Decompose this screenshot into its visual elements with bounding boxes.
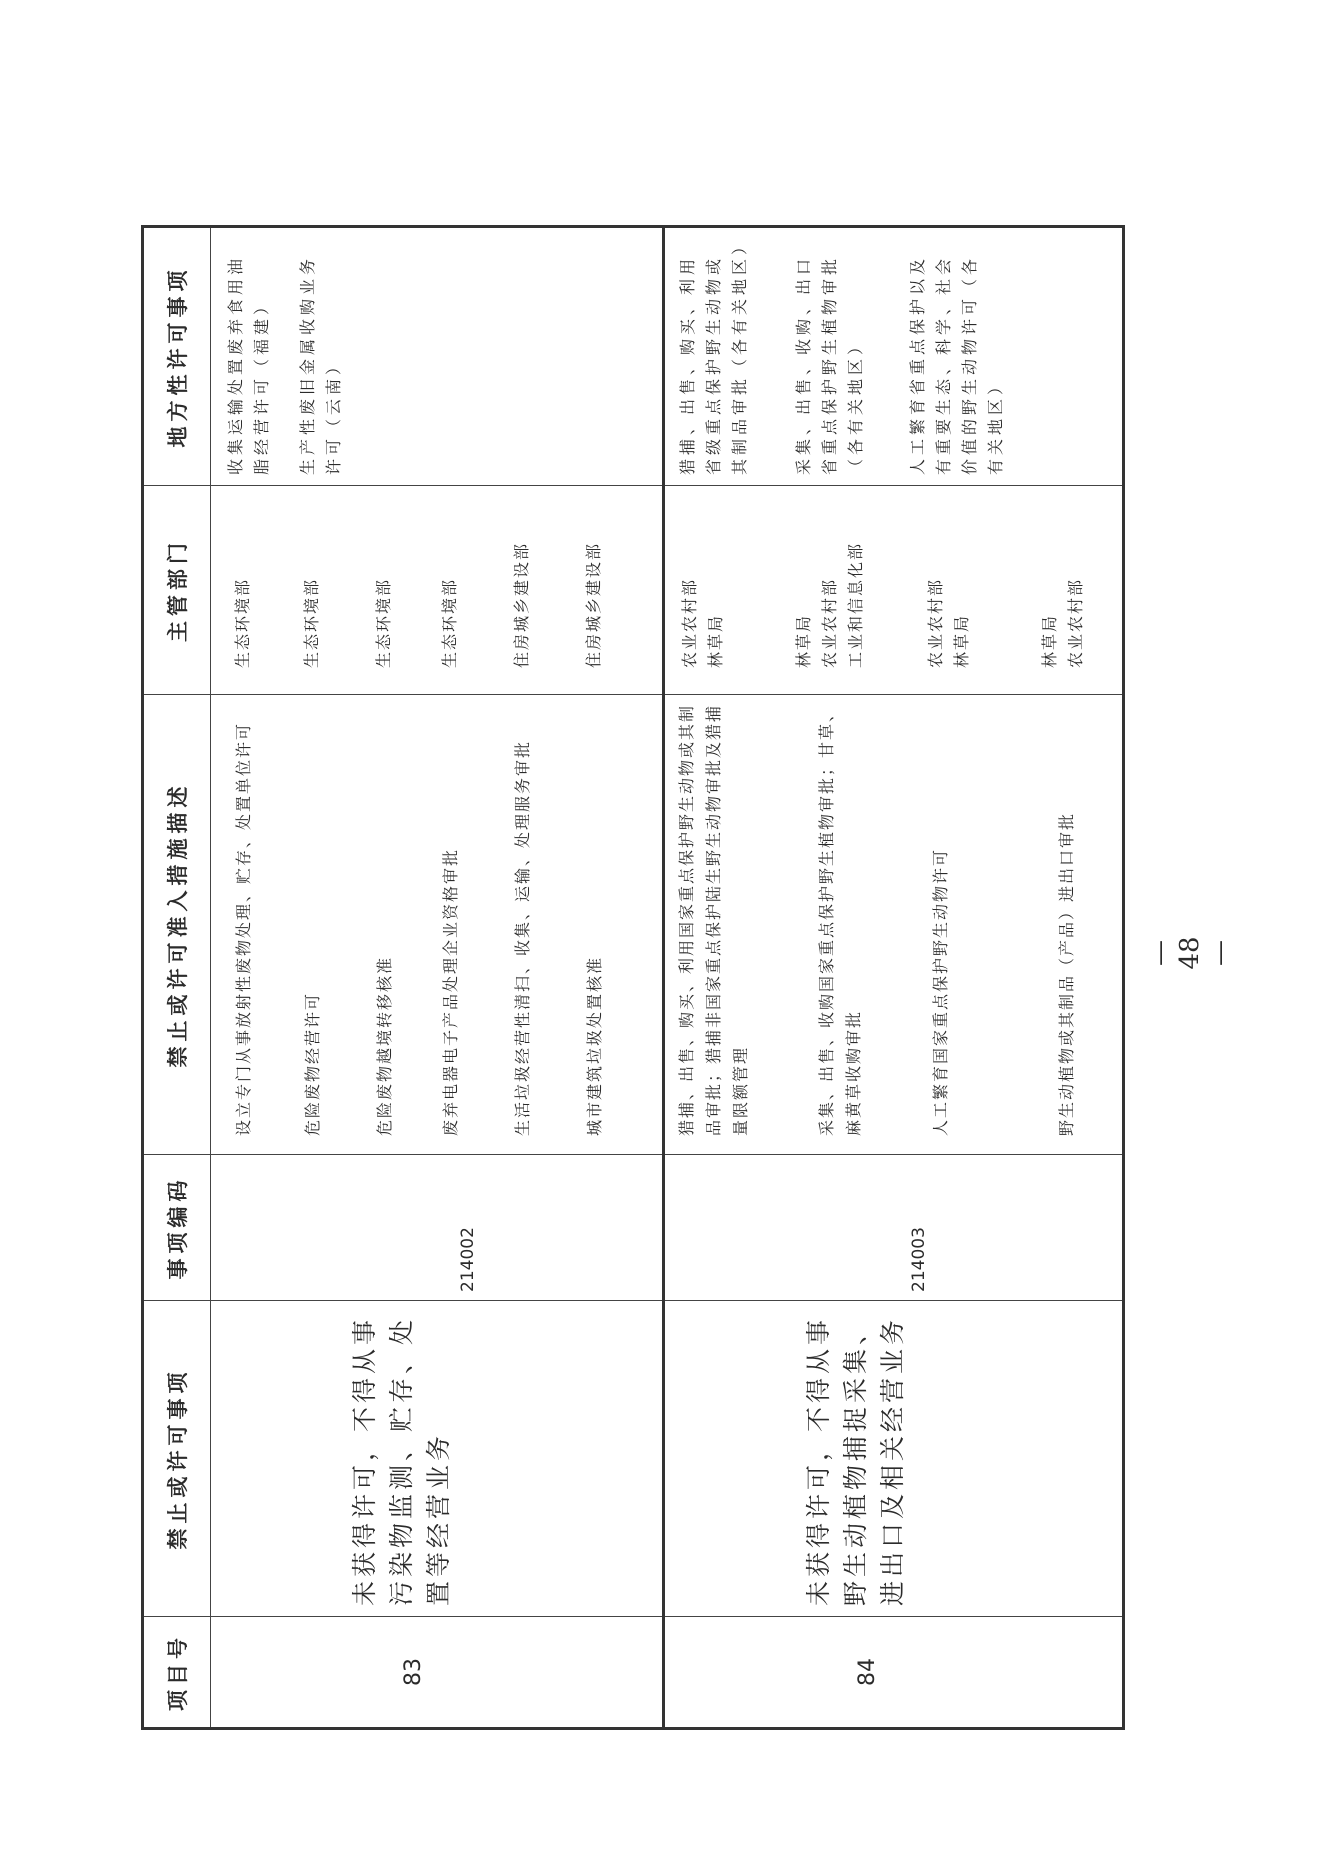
table-row bbox=[664, 227, 1124, 1729]
item-number: 83 bbox=[401, 1658, 426, 1686]
department-line: 农业农村部 林草局 bbox=[926, 577, 971, 668]
department-line: 生态环境部 bbox=[374, 577, 393, 668]
item-no-cell bbox=[664, 1617, 1124, 1729]
header-item-name: 禁止或许可事项 bbox=[143, 1301, 211, 1617]
item-code: 214003 bbox=[909, 1227, 929, 1292]
item-code-cell bbox=[211, 1155, 664, 1301]
rotated-table-container bbox=[141, 228, 1120, 1730]
local-permit-cell bbox=[211, 227, 664, 486]
header-local-permit: 地方性许可事项 bbox=[143, 227, 211, 486]
local-permit-line: 采集、出售、收购、出口省重点保护野生植物审批（各有关地区） bbox=[794, 254, 865, 475]
item-code: 214002 bbox=[458, 1227, 478, 1292]
department-line: 农业农村部 林草局 bbox=[680, 577, 725, 668]
page-number: — 48 — bbox=[1145, 936, 1235, 970]
measure-line: 人工繁育国家重点保护野生动物许可 bbox=[931, 847, 950, 1136]
local-permit-line: 猎捕、出售、购买、利用省级重点保护野生动物或其制品审批（各有关地区） bbox=[678, 234, 749, 475]
department-line: 住房城乡建设部 bbox=[584, 541, 603, 668]
department-line: 林草局 农业农村部 bbox=[1040, 577, 1085, 668]
local-permit-line: 人工繁育省重点保护以及有重要生态、科学、社会价值的野生动物许可（各有关地区） bbox=[908, 254, 1005, 475]
department-line: 生态环境部 bbox=[302, 577, 321, 668]
local-permit-line: 生产性废旧金属收购业务许可（云南） bbox=[298, 254, 343, 475]
header-department: 主管部门 bbox=[143, 486, 211, 695]
measures-cell bbox=[211, 695, 664, 1155]
header-measure-desc: 禁止或许可准入措施描述 bbox=[143, 695, 211, 1155]
measure-line: 废弃电器电子产品处理企业资格审批 bbox=[441, 847, 460, 1136]
measure-line: 危险废物越境转移核准 bbox=[375, 955, 394, 1136]
measure-line: 采集、出售、收购国家重点保护野生植物审批；甘草、麻黄草收购审批 bbox=[817, 703, 863, 1136]
measure-line: 生活垃圾经营性清扫、收集、运输、处理服务审批 bbox=[513, 739, 532, 1136]
header-item-no: 项目号 bbox=[143, 1617, 211, 1729]
department-line: 生态环境部 bbox=[440, 577, 459, 668]
department-line: 生态环境部 bbox=[233, 577, 252, 668]
measures-cell bbox=[664, 695, 1124, 1155]
measure-line: 野生动植物或其制品（产品）进出口审批 bbox=[1057, 811, 1076, 1136]
page-number-value: 48 bbox=[1175, 936, 1205, 970]
measure-line: 猎捕、出售、购买、利用国家重点保护野生动物或其制品审批；猎捕非国家重点保护陆生野生动物审批及猎捕量限额管理 bbox=[677, 703, 750, 1136]
item-number: 84 bbox=[855, 1658, 880, 1686]
header-row bbox=[143, 227, 211, 1729]
item-code-cell bbox=[664, 1155, 1124, 1301]
measure-line: 危险废物经营许可 bbox=[303, 991, 322, 1136]
item-title-cell bbox=[664, 1301, 1124, 1617]
permit-table bbox=[141, 225, 1125, 1730]
header-item-code: 事项编码 bbox=[143, 1155, 211, 1301]
department-cell bbox=[211, 486, 664, 695]
item-title: 未获得许可，不得从事污染物监测、贮存、处置等经营业务 bbox=[350, 1315, 453, 1606]
local-permit-cell bbox=[664, 227, 1124, 486]
table-row bbox=[211, 227, 664, 1729]
item-title-cell bbox=[211, 1301, 664, 1617]
measure-line: 设立专门从事放射性废物处理、贮存、处置单位许可 bbox=[234, 721, 253, 1136]
item-no-cell bbox=[211, 1617, 664, 1729]
department-line: 林草局 农业农村部 工业和信息化部 bbox=[794, 541, 865, 668]
item-title: 未获得许可，不得从事野生动植物捕捉采集、进出口及相关经营业务 bbox=[804, 1315, 907, 1606]
measure-line: 城市建筑垃圾处置核准 bbox=[585, 955, 604, 1136]
local-permit-line: 收集运输处置废弃食用油脂经营许可（福建） bbox=[226, 254, 271, 475]
department-cell bbox=[664, 486, 1124, 695]
department-line: 住房城乡建设部 bbox=[512, 541, 531, 668]
